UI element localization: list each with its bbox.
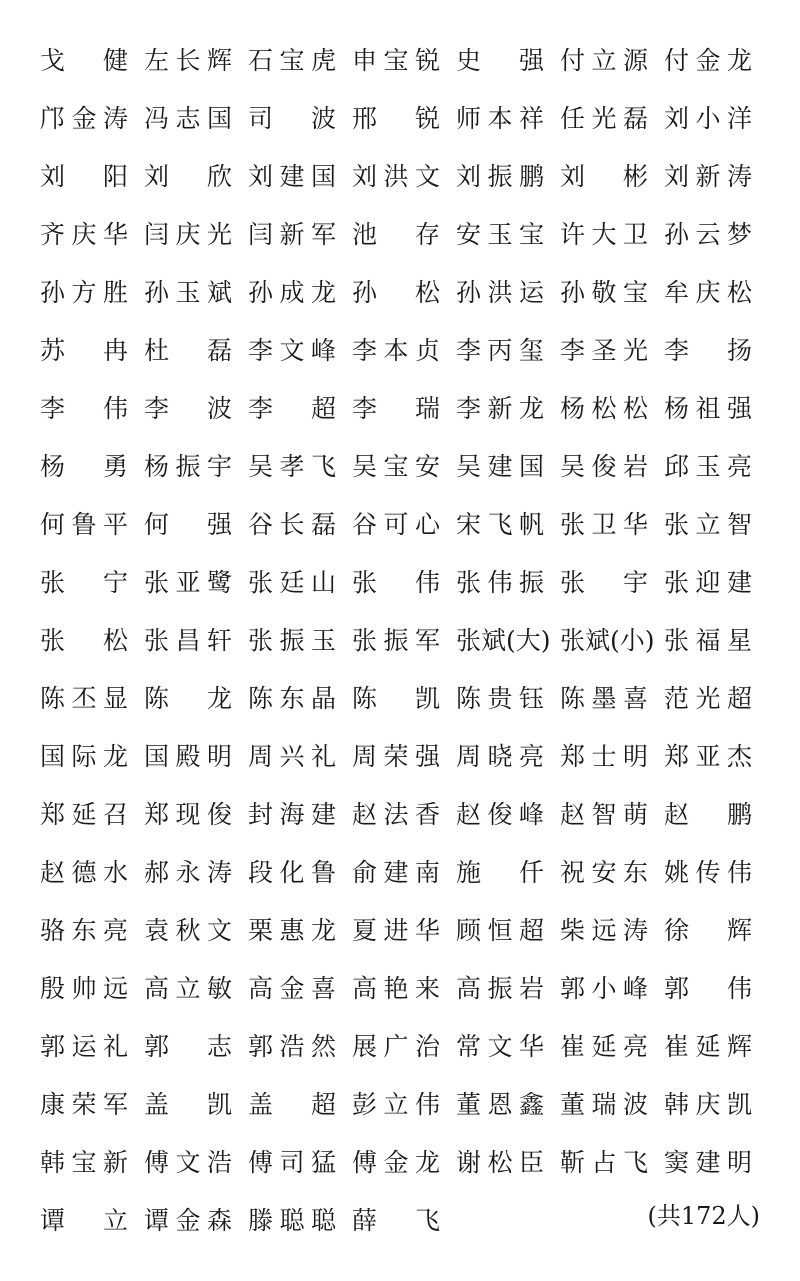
name-entry: 施 仟 (456, 858, 544, 887)
name-entry: 刘 阳 (40, 162, 128, 191)
name-row (40, 438, 765, 496)
name-entry: 李 丙 玺 (456, 336, 544, 365)
name-entry: 孙 敬 宝 (560, 278, 648, 307)
name-entry: 史 强 (456, 46, 544, 75)
name-entry: 张 廷 山 (248, 568, 336, 597)
name-entry: 段 化 鲁 (248, 858, 336, 887)
name-row (40, 496, 765, 554)
name-entry: 薛 飞 (352, 1206, 440, 1235)
name-entry: 刘 小 洋 (664, 104, 752, 133)
name-entry: 孙 玉 斌 (144, 278, 232, 307)
name-entry: 陈 龙 (144, 684, 232, 713)
name-entry: 张 斌 (大) (456, 626, 551, 655)
name-entry: 石 宝 虎 (248, 46, 336, 75)
name-entry: 殷 帅 远 (40, 974, 128, 1003)
name-entry: 付 金 龙 (664, 46, 752, 75)
name-entry: 张 迎 建 (664, 568, 752, 597)
name-entry: 董 恩 鑫 (456, 1090, 544, 1119)
name-entry: 盖 超 (248, 1090, 336, 1119)
name-entry: 宋 飞 帆 (456, 510, 544, 539)
name-row (40, 612, 765, 670)
name-row (40, 1076, 765, 1134)
name-entry: 刘 洪 文 (352, 162, 440, 191)
name-entry: 何 强 (144, 510, 232, 539)
name-entry: 李 圣 光 (560, 336, 648, 365)
name-entry: 刘 振 鹏 (456, 162, 544, 191)
name-entry: 董 瑞 波 (560, 1090, 648, 1119)
name-entry: 池 存 (352, 220, 440, 249)
name-entry: 张 松 (40, 626, 128, 655)
name-entry: 张 振 玉 (248, 626, 336, 655)
name-entry: 郭 伟 (664, 974, 752, 1003)
name-entry: 闫 庆 光 (144, 220, 232, 249)
name-entry: 周 荣 强 (352, 742, 440, 771)
name-row (40, 148, 765, 206)
name-row (40, 902, 765, 960)
name-entry: 郝 永 涛 (144, 858, 232, 887)
name-entry: 齐 庆 华 (40, 220, 128, 249)
name-entry: 傅 金 龙 (352, 1148, 440, 1177)
name-entry: 郑 士 明 (560, 742, 648, 771)
name-entry: 陈 东 晶 (248, 684, 336, 713)
name-entry: 张 宇 (560, 568, 648, 597)
name-row (40, 728, 765, 786)
name-entry: 李 新 龙 (456, 394, 544, 423)
name-row (40, 322, 765, 380)
name-row (40, 554, 765, 612)
name-entry: 傅 司 猛 (248, 1148, 336, 1177)
name-entry: 国 际 龙 (40, 742, 128, 771)
name-entry: 崔 延 亮 (560, 1032, 648, 1061)
name-entry: 李 扬 (664, 336, 752, 365)
name-entry: 范 光 超 (664, 684, 752, 713)
name-entry: 崔 延 辉 (664, 1032, 752, 1061)
name-row (40, 786, 765, 844)
name-entry: 谷 长 磊 (248, 510, 336, 539)
name-entry: 吴 宝 安 (352, 452, 440, 481)
name-entry: 陈 墨 喜 (560, 684, 648, 713)
name-entry: 顾 恒 超 (456, 916, 544, 945)
name-entry: 张 伟 振 (456, 568, 544, 597)
name-entry: 赵 鹏 (664, 800, 752, 829)
name-entry: 付 立 源 (560, 46, 648, 75)
name-entry: 牟 庆 松 (664, 278, 752, 307)
name-row (40, 1018, 765, 1076)
name-entry: 谭 立 (40, 1206, 128, 1235)
name-entry: 郭 志 (144, 1032, 232, 1061)
name-entry: 张 亚 鹭 (144, 568, 232, 597)
name-entry: 陈 丕 显 (40, 684, 128, 713)
name-entry: 刘 彬 (560, 162, 648, 191)
name-entry: 国 殿 明 (144, 742, 232, 771)
name-entry: 邱 玉 亮 (664, 452, 752, 481)
name-entry: 吴 孝 飞 (248, 452, 336, 481)
name-entry: 陈 凯 (352, 684, 440, 713)
name-entry: 展 广 治 (352, 1032, 440, 1061)
name-entry: 郭 运 礼 (40, 1032, 128, 1061)
name-entry: 陈 贵 钰 (456, 684, 544, 713)
name-entry: 赵 德 水 (40, 858, 128, 887)
name-entry: 郑 亚 杰 (664, 742, 752, 771)
name-entry: 司 波 (248, 104, 336, 133)
name-entry: 安 玉 宝 (456, 220, 544, 249)
name-entry: 杨 松 松 (560, 394, 648, 423)
name-entry: 左 长 辉 (144, 46, 232, 75)
name-row (40, 844, 765, 902)
name-entry: 袁 秋 文 (144, 916, 232, 945)
name-entry: 杨 振 宇 (144, 452, 232, 481)
name-entry: 孙 云 梦 (664, 220, 752, 249)
name-entry: 孙 洪 运 (456, 278, 544, 307)
name-row (40, 670, 765, 728)
name-entry: 张 伟 (352, 568, 440, 597)
name-entry: 吴 建 国 (456, 452, 544, 481)
name-entry: 常 文 华 (456, 1032, 544, 1061)
name-entry: 张 卫 华 (560, 510, 648, 539)
name-entry: 赵 智 萌 (560, 800, 648, 829)
name-entry: 张 立 智 (664, 510, 752, 539)
name-entry: 谢 松 臣 (456, 1148, 544, 1177)
name-entry: 张 昌 轩 (144, 626, 232, 655)
name-entry: 许 大 卫 (560, 220, 648, 249)
name-entry: 韩 庆 凯 (664, 1090, 752, 1119)
name-entry: 夏 进 华 (352, 916, 440, 945)
name-entry: 苏 冉 (40, 336, 128, 365)
name-row (40, 1134, 765, 1192)
name-list (40, 32, 765, 1250)
name-entry: 祝 安 东 (560, 858, 648, 887)
name-entry: 徐 辉 (664, 916, 752, 945)
name-entry: 窦 建 明 (664, 1148, 752, 1177)
name-entry: 张 福 星 (664, 626, 752, 655)
name-entry: 康 荣 军 (40, 1090, 128, 1119)
name-entry: 吴 俊 岩 (560, 452, 648, 481)
name-row (40, 264, 765, 322)
name-entry: 孙 方 胜 (40, 278, 128, 307)
name-entry: 闫 新 军 (248, 220, 336, 249)
name-entry: 韩 宝 新 (40, 1148, 128, 1177)
total-count-note: (共172人) (647, 1202, 760, 1230)
name-entry: 栗 惠 龙 (248, 916, 336, 945)
name-entry: 高 振 岩 (456, 974, 544, 1003)
name-entry: 姚 传 伟 (664, 858, 752, 887)
name-entry: 张 斌 (小) (560, 626, 655, 655)
name-entry: 滕 聪 聪 (248, 1206, 336, 1235)
name-entry: 谭 金 森 (144, 1206, 232, 1235)
name-entry: 封 海 建 (248, 800, 336, 829)
name-entry: 郑 延 召 (40, 800, 128, 829)
name-entry: 申 宝 锐 (352, 46, 440, 75)
name-entry: 刘 欣 (144, 162, 232, 191)
name-entry: 师 本 祥 (456, 104, 544, 133)
name-entry: 高 艳 来 (352, 974, 440, 1003)
name-row (40, 206, 765, 264)
name-entry: 戈 健 (40, 46, 128, 75)
name-entry: 谷 可 心 (352, 510, 440, 539)
name-entry: 杨 祖 强 (664, 394, 752, 423)
name-entry: 张 振 军 (352, 626, 440, 655)
name-entry: 杨 勇 (40, 452, 128, 481)
name-entry: 高 金 喜 (248, 974, 336, 1003)
name-row (40, 960, 765, 1018)
name-entry: 李 超 (248, 394, 336, 423)
name-entry: 张 宁 (40, 568, 128, 597)
name-row (40, 32, 765, 90)
name-entry: 李 伟 (40, 394, 128, 423)
name-entry: 李 波 (144, 394, 232, 423)
name-entry: 周 兴 礼 (248, 742, 336, 771)
name-entry: 刘 新 涛 (664, 162, 752, 191)
name-entry: 傅 文 浩 (144, 1148, 232, 1177)
name-entry: 邢 锐 (352, 104, 440, 133)
name-entry: 郭 小 峰 (560, 974, 648, 1003)
name-entry: 李 文 峰 (248, 336, 336, 365)
name-entry: 盖 凯 (144, 1090, 232, 1119)
name-entry: 孙 松 (352, 278, 440, 307)
name-entry: 周 晓 亮 (456, 742, 544, 771)
name-entry: 柴 远 涛 (560, 916, 648, 945)
name-entry: 邝 金 涛 (40, 104, 128, 133)
name-entry: 郭 浩 然 (248, 1032, 336, 1061)
name-entry: 刘 建 国 (248, 162, 336, 191)
name-entry: 骆 东 亮 (40, 916, 128, 945)
name-entry: 高 立 敏 (144, 974, 232, 1003)
name-entry: 赵 俊 峰 (456, 800, 544, 829)
name-entry: 何 鲁 平 (40, 510, 128, 539)
name-entry: 冯 志 国 (144, 104, 232, 133)
name-entry: 彭 立 伟 (352, 1090, 440, 1119)
name-row (40, 90, 765, 148)
name-entry: 孙 成 龙 (248, 278, 336, 307)
name-entry: 靳 占 飞 (560, 1148, 648, 1177)
name-entry: 杜 磊 (144, 336, 232, 365)
name-entry: 俞 建 南 (352, 858, 440, 887)
name-row (40, 380, 765, 438)
name-entry: 赵 法 香 (352, 800, 440, 829)
name-entry: 郑 现 俊 (144, 800, 232, 829)
name-entry: 李 本 贞 (352, 336, 440, 365)
name-entry: 李 瑞 (352, 394, 440, 423)
name-entry: 任 光 磊 (560, 104, 648, 133)
